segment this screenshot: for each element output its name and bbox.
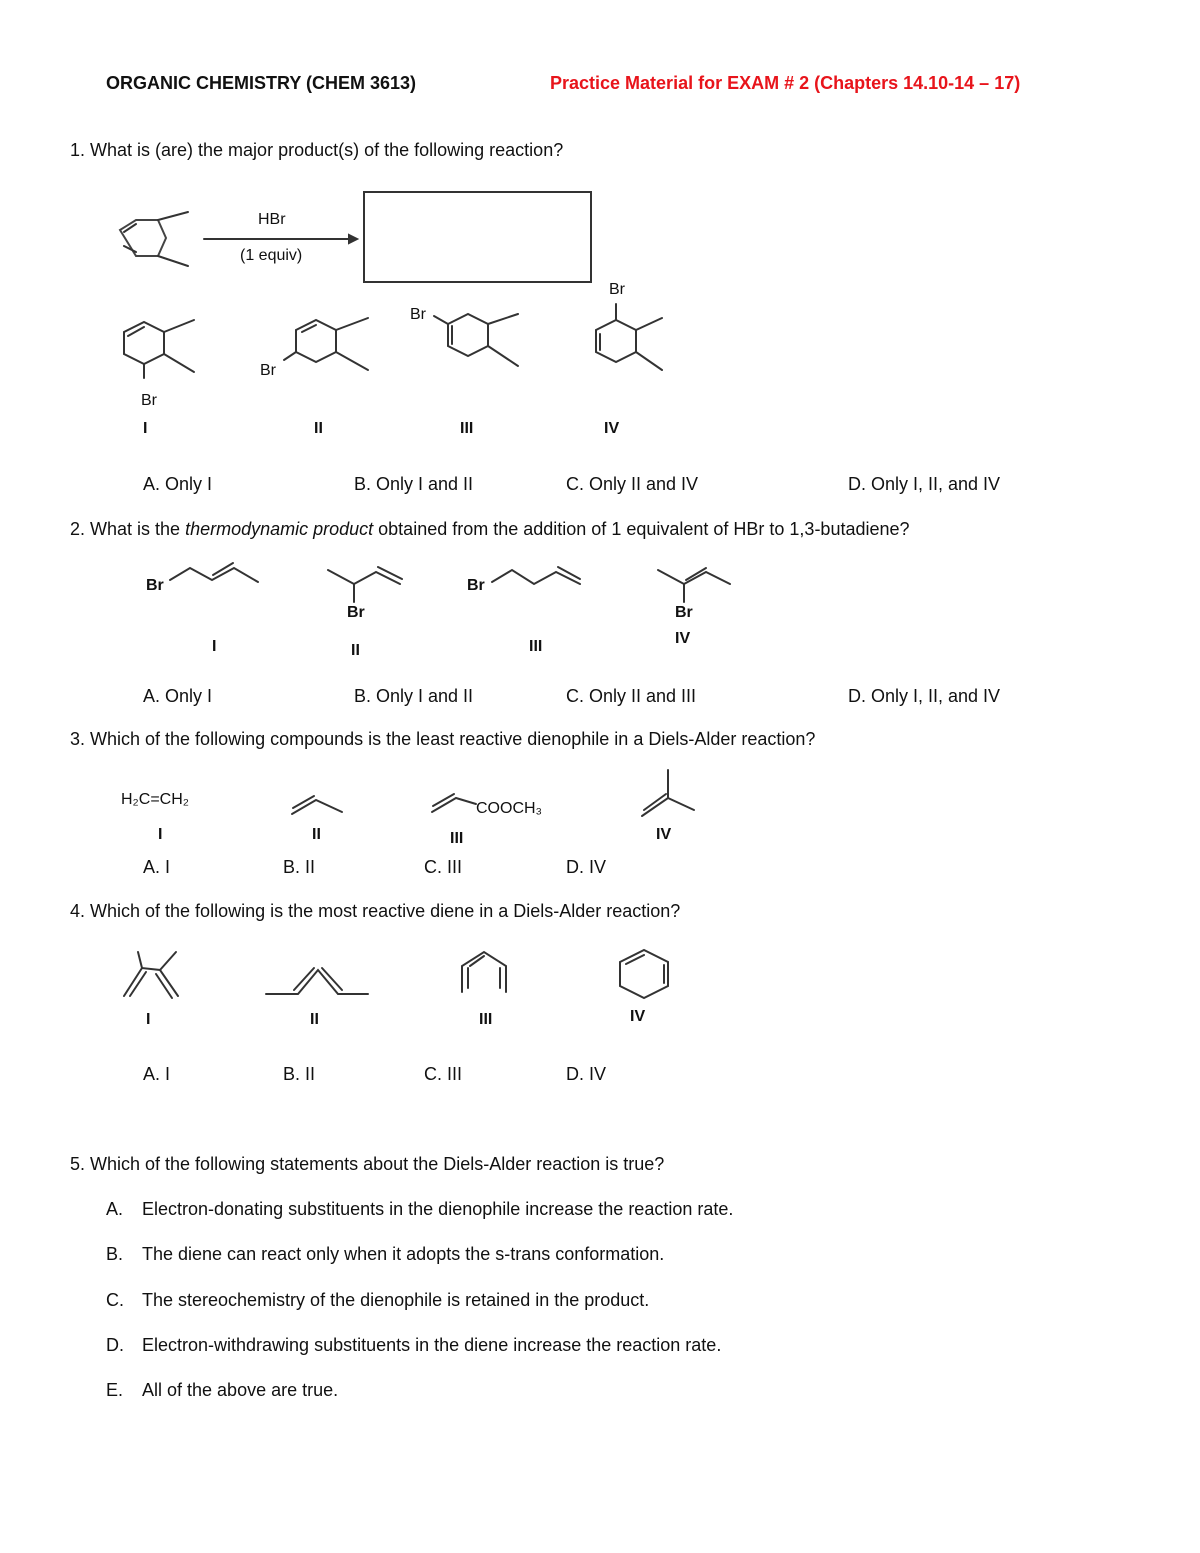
q2-III-br: Br: [467, 577, 485, 594]
q3-option-c[interactable]: C. III: [424, 857, 463, 877]
question-3: 3. Which of the following compounds is the least reactive dienophile in a Diels-Alder reaction?: [70, 729, 816, 749]
q1-option-d[interactable]: D. Only I, II, and IV: [848, 474, 1001, 494]
q5-letter-a: A.: [106, 1199, 124, 1219]
q1-label-IV: IV: [604, 420, 620, 437]
q5-statement-b[interactable]: [106, 1244, 664, 1265]
q1-option-b[interactable]: B. Only I and II: [354, 474, 474, 494]
q3-option-d[interactable]: D. IV: [566, 857, 607, 877]
q5-statement-e[interactable]: [106, 1380, 338, 1401]
question-5: 5. Which of the following statements about the Diels-Alder reaction is true?: [70, 1154, 665, 1174]
question-1: 1. What is (are) the major product(s) of the following reaction?: [70, 140, 564, 160]
q2-prefix: 2. What is the: [70, 519, 186, 539]
q5-letter-d: D.: [106, 1335, 124, 1355]
q4-diene-III: [454, 946, 516, 1004]
q1-option-c[interactable]: C. Only II and IV: [566, 474, 699, 494]
q5-text-c: The stereochemistry of the dienophile is retained in the product.: [142, 1290, 650, 1310]
q5-letter-c: C.: [106, 1290, 124, 1310]
q2-suffix: obtained from the addition of 1 equivalent of HBr to 1,3-butadiene?: [373, 519, 910, 539]
q1-II-br: Br: [260, 362, 276, 379]
q3-trimethylethylene: [640, 768, 696, 818]
exam-title: Practice Material for EXAM # 2 (Chapters 14.10-14 – 17): [550, 73, 1021, 93]
q2-option-b[interactable]: B. Only I and II: [354, 686, 474, 706]
q2-II-br: Br: [347, 604, 365, 621]
q2-label-IV: IV: [675, 630, 691, 647]
q2-I-br: Br: [146, 577, 164, 594]
q2-option-c[interactable]: C. Only II and III: [566, 686, 697, 706]
q3-ethylene: H₂C=CH₂: [121, 791, 189, 808]
q2-structure-IV: [656, 566, 736, 606]
q3-methyl-acrylate: [430, 794, 480, 816]
q3-ester: COOCH₃: [476, 800, 543, 817]
q4-diene-IV: [614, 946, 676, 1002]
q2-italic: thermodynamic product: [185, 519, 374, 539]
q2-structure-II: [326, 566, 406, 596]
question-2: [70, 519, 910, 540]
q5-statement-a[interactable]: [106, 1199, 733, 1220]
q3-label-III: III: [450, 830, 464, 847]
q2-structure-III: [490, 566, 585, 596]
q4-label-II: II: [310, 1011, 319, 1028]
q5-text-a: Electron-donating substituents in the dienophile increase the reaction rate.: [142, 1199, 734, 1219]
q3-propene: [290, 796, 346, 818]
q1-III-br: Br: [410, 306, 426, 323]
q4-label-III: III: [479, 1011, 493, 1028]
q2-label-III: III: [529, 638, 543, 655]
q3-label-IV: IV: [656, 826, 672, 843]
q5-statement-d[interactable]: [106, 1335, 721, 1356]
q5-letter-e: E.: [106, 1380, 124, 1400]
q2-label-II: II: [351, 642, 360, 659]
reaction-arrow: [204, 232, 359, 246]
q5-text-b: The diene can react only when it adopts the s-trans conformation.: [142, 1244, 665, 1264]
q1-product-III: [430, 310, 525, 370]
q5-text-d: Electron-withdrawing substituents in the diene increase the reaction rate.: [142, 1335, 722, 1355]
q4-label-I: I: [146, 1011, 151, 1028]
q1-label-I: I: [143, 420, 148, 437]
answer-box: [363, 191, 592, 283]
equiv: (1 equiv): [240, 247, 303, 264]
q4-option-a[interactable]: A. I: [143, 1064, 171, 1084]
q4-diene-I: [120, 946, 186, 1002]
q1-product-II: [280, 316, 375, 376]
q3-option-b[interactable]: B. II: [283, 857, 316, 877]
q2-option-a[interactable]: A. Only I: [143, 686, 213, 706]
q1-label-III: III: [460, 420, 474, 437]
q1-reactant: [112, 208, 192, 268]
q2-structure-I: [168, 562, 263, 592]
q2-label-I: I: [212, 638, 217, 655]
q2-IV-br: Br: [675, 604, 693, 621]
q4-option-b[interactable]: B. II: [283, 1064, 316, 1084]
q4-label-IV: IV: [630, 1008, 646, 1025]
question-4: 4. Which of the following is the most reactive diene in a Diels-Alder reaction?: [70, 901, 681, 921]
q1-label-II: II: [314, 420, 323, 437]
q1-option-a[interactable]: A. Only I: [143, 474, 213, 494]
q5-letter-b: B.: [106, 1244, 124, 1264]
q3-option-a[interactable]: A. I: [143, 857, 171, 877]
q4-option-d[interactable]: D. IV: [566, 1064, 607, 1084]
q1-IV-br: Br: [609, 281, 625, 298]
q4-diene-II: [264, 966, 372, 1000]
q3-label-II: II: [312, 826, 321, 843]
q5-statement-c[interactable]: [106, 1290, 649, 1311]
q1-I-br: Br: [141, 392, 157, 409]
q3-label-I: I: [158, 826, 163, 843]
q1-product-IV: [590, 296, 670, 376]
q2-option-d[interactable]: D. Only I, II, and IV: [848, 686, 1001, 706]
q5-text-e: All of the above are true.: [142, 1380, 339, 1400]
reagent: HBr: [258, 211, 286, 228]
q4-option-c[interactable]: C. III: [424, 1064, 463, 1084]
q1-product-I: [118, 318, 198, 378]
course-title: ORGANIC CHEMISTRY (CHEM 3613): [106, 73, 417, 93]
